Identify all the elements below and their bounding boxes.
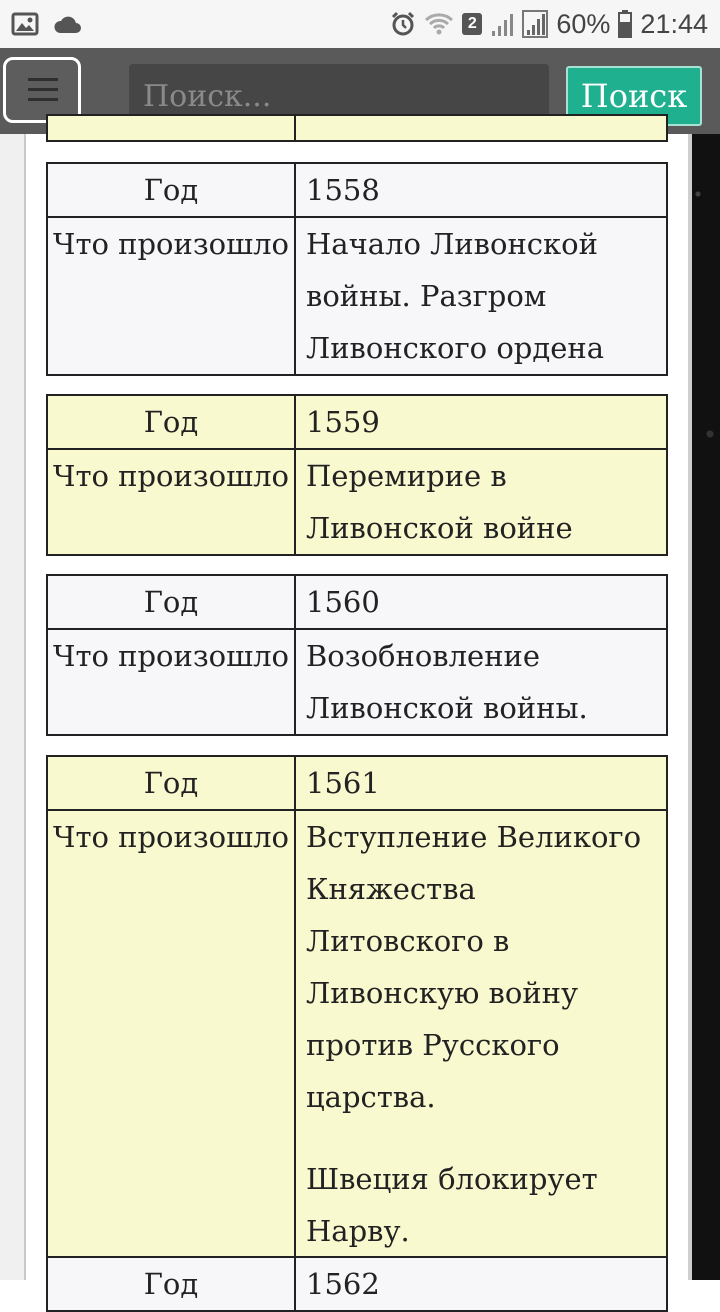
year-value: 1558 bbox=[295, 163, 667, 217]
table-cell bbox=[295, 115, 667, 141]
year-label: Год bbox=[47, 756, 295, 810]
previous-table bbox=[46, 114, 668, 142]
sim-badge: 2 bbox=[462, 13, 482, 35]
event-value bbox=[295, 629, 667, 735]
year-table bbox=[46, 394, 668, 556]
cloud-icon bbox=[52, 14, 82, 34]
year-value: 1559 bbox=[295, 395, 667, 449]
left-gutter bbox=[0, 134, 24, 1280]
year-table bbox=[46, 1256, 668, 1312]
year-label: Год bbox=[47, 575, 295, 629]
battery-icon bbox=[618, 10, 632, 38]
signal-icon-1 bbox=[490, 11, 514, 37]
event-text: Вступление Великого Княжества Литовского в Ливонскую войну против Русского царства. bbox=[306, 820, 642, 1114]
content-area[interactable] bbox=[26, 134, 688, 1301]
year-table bbox=[46, 574, 668, 736]
year-label: Год bbox=[47, 163, 295, 217]
event-label: Что произошло bbox=[47, 810, 295, 1258]
year-label: Год bbox=[47, 1257, 295, 1311]
status-bar bbox=[0, 0, 720, 48]
hamburger-icon bbox=[28, 78, 58, 108]
wifi-icon bbox=[424, 12, 454, 36]
battery-percent: 60% bbox=[556, 8, 611, 39]
year-label: Год bbox=[47, 395, 295, 449]
event-value bbox=[295, 449, 667, 555]
event-label: Что произошло bbox=[47, 629, 295, 735]
background-strip bbox=[688, 134, 720, 1280]
event-label: Что произошло bbox=[47, 449, 295, 555]
clock: 21:44 bbox=[640, 8, 708, 39]
event-text: Перемирие в Ливонской войне bbox=[306, 459, 573, 545]
event-text: Возобновление Ливонской войны. bbox=[306, 639, 588, 725]
year-value: 1561 bbox=[295, 756, 667, 810]
signal-icon-2 bbox=[522, 10, 548, 38]
year-value: 1560 bbox=[295, 575, 667, 629]
event-value bbox=[295, 810, 667, 1258]
year-table bbox=[46, 162, 668, 376]
alarm-icon bbox=[390, 11, 416, 37]
event-text: Швеция блокирует Нарву. bbox=[306, 1162, 598, 1248]
table-cell bbox=[47, 115, 295, 141]
search-button[interactable]: Поиск bbox=[566, 66, 702, 126]
event-label: Что произошло bbox=[47, 217, 295, 375]
year-value: 1562 bbox=[295, 1257, 667, 1311]
event-text: Начало Ливонской войны. Разгром Ливонского ордена bbox=[306, 227, 605, 365]
year-table bbox=[46, 755, 668, 1259]
event-value bbox=[295, 217, 667, 375]
gallery-icon bbox=[12, 12, 38, 36]
